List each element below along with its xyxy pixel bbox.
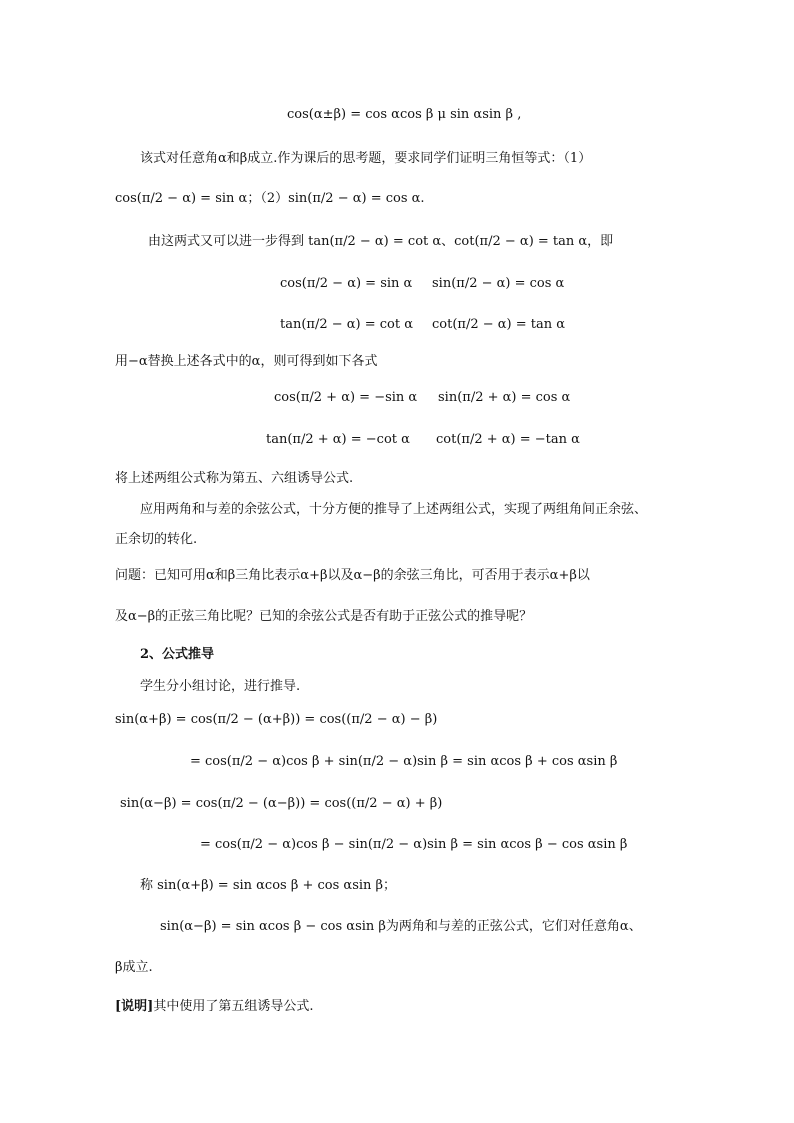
paragraph-holds: β成立. bbox=[115, 960, 153, 975]
derivation-diff-line1: sin(α−β) = cos(π/2 − (α−β)) = cos((π/2 − α) + β) bbox=[120, 796, 443, 811]
derivation-sum-line2: = cos(π/2 − α)cos β + sin(π/2 − α)sin β = sin αcos β + cos αsin β bbox=[190, 754, 618, 769]
formula-cos-sum-diff: cos(α±β) = cos αcos β μ sin αsin β , bbox=[287, 107, 522, 122]
formula-cot-complement: cot(π/2 − α) = tan α bbox=[432, 317, 566, 332]
note-text: 其中使用了第五组诱导公式. bbox=[153, 999, 314, 1014]
paragraph-sine-diff: sin(α−β) = sin αcos β − cos αsin β为两角和与差的正弦公式，它们对任意角α、 bbox=[160, 919, 642, 934]
formula-cot-supplement: cot(π/2 + α) = −tan α bbox=[436, 432, 580, 447]
paragraph-named-formulas: 将上述两组公式称为第五、六组诱导公式. bbox=[115, 471, 354, 486]
paragraph-apply-line1: 应用两角和与差的余弦公式，十分方便的推导了上述两组公式，实现了两组角间正余弦、 bbox=[140, 502, 648, 517]
note-label: [说明] bbox=[115, 999, 154, 1014]
identity-formulas-1-2: cos(π/2 − α) = sin α；（2）sin(π/2 − α) = cos α. bbox=[115, 191, 425, 206]
paragraph-replace-alpha: 用−α替换上述各式中的α，则可得到如下各式 bbox=[115, 354, 378, 369]
formula-tan-complement: tan(π/2 − α) = cot α bbox=[280, 317, 414, 332]
paragraph-holds-any-angle: 该式对任意角α和β成立.作为课后的思考题，要求同学们证明三角恒等式：（1） bbox=[140, 151, 592, 166]
note bbox=[115, 997, 313, 1017]
formula-sin-complement: sin(π/2 − α) = cos α bbox=[432, 276, 565, 291]
paragraph-question-line1: 问题：已知可用α和β三角比表示α+β以及α−β的余弦三角比，可否用于表示α+β以 bbox=[115, 568, 590, 583]
paragraph-further-derivation: 由这两式又可以进一步得到 tan(π/2 − α) = cot α、cot(π/2 − α) = tan α，即 bbox=[148, 234, 614, 249]
paragraph-apply-line2: 正余切的转化. bbox=[115, 532, 198, 547]
derivation-sum-line1: sin(α+β) = cos(π/2 − (α+β)) = cos((π/2 − α) − β) bbox=[115, 712, 438, 727]
paragraph-question-line2: 及α−β的正弦三角比呢？已知的余弦公式是否有助于正弦公式的推导呢？ bbox=[115, 609, 533, 624]
derivation-diff-line2: = cos(π/2 − α)cos β − sin(π/2 − α)sin β = sin αcos β − cos αsin β bbox=[200, 837, 628, 852]
formula-sin-supplement: sin(π/2 + α) = cos α bbox=[438, 390, 571, 405]
paragraph-called-sine-sum: 称 sin(α+β) = sin αcos β + cos αsin β； bbox=[140, 878, 397, 893]
formula-cos-supplement: cos(π/2 + α) = −sin α bbox=[274, 390, 418, 405]
formula-tan-supplement: tan(π/2 + α) = −cot α bbox=[266, 432, 410, 447]
section-heading: 2、公式推导 bbox=[140, 647, 215, 662]
formula-cos-complement: cos(π/2 − α) = sin α bbox=[280, 276, 413, 291]
paragraph-group-discussion: 学生分小组讨论，进行推导. bbox=[140, 679, 301, 694]
